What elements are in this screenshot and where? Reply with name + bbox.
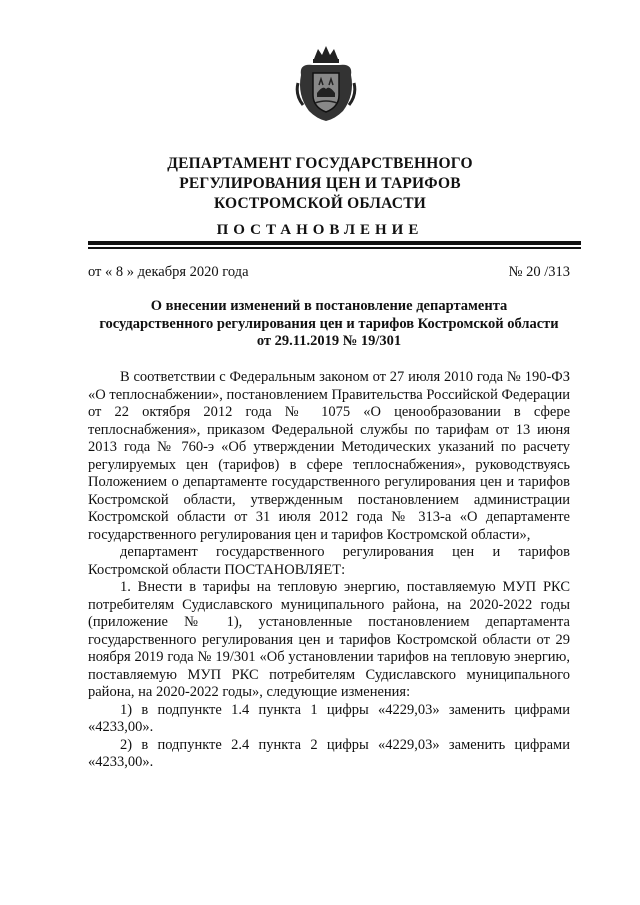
document-type: ПОСТАНОВЛЕНИЕ <box>216 222 424 238</box>
subject-line: от 29.11.2019 № 19/301 <box>256 333 402 349</box>
body-paragraph-preamble: В соответствии с Федеральным законом от 27 июля 2010 года № 190-ФЗ «О теплоснабжении», постановлением Правительства Российской Федерации от 22 октября 2012 года № 1075 «О ценообразовании в сфере теплоснабжения», приказом Федеральной службы по тарифам от 13 июня 2013 года № 760-э «Об утверждении Методических указаний по расчету регулируемых цен (тарифов) в сфере теплоснабжения», руководствуясь Положением о департаменте государственного регулирования цен и тарифов Костромской области, утвержденным постановлением администрации Костромской области от 31 июля 2012 года № 313-а «О департаменте государственного регулирования цен и тарифов Костромской области», <box>88 369 570 543</box>
department-line: РЕГУЛИРОВАНИЯ ЦЕН И ТАРИФОВ <box>179 175 461 192</box>
department-line: ДЕПАРТАМЕНТ ГОСУДАРСТВЕННОГО <box>167 155 473 172</box>
document-date: от « 8 » декабря 2020 года <box>88 264 249 280</box>
department-line: КОСТРОМСКОЙ ОБЛАСТИ <box>213 195 426 212</box>
body-paragraph-subitem-1: 1) в подпункте 1.4 пункта 1 цифры «4229,03» заменить цифрами «4233,00». <box>88 701 570 735</box>
body-paragraph-item-1: 1. Внести в тарифы на тепловую энергию, поставляемую МУП РКС потребителям Судиславского муниципального района, на 2020-2022 годы (приложение № 1), установленные постановлением департамента государственного регулирования цен и тарифов Костромской области от 29 ноября 2019 года № 19/301 «Об установлении тарифов на тепловую энергию, поставляемую МУП РКС потребителям Судиславского муниципального района, на 2020-2022 годы», следующие изменения: <box>88 579 570 700</box>
header-divider-thin <box>88 247 581 249</box>
header-divider <box>88 241 581 245</box>
body-paragraph-resolves: департамент государственного регулирования цен и тарифов Костромской области ПОСТАНОВЛЯЕТ: <box>88 544 570 578</box>
department-name <box>100 154 540 214</box>
subject-line: О внесении изменений в постановление департамента <box>150 298 508 314</box>
document-body <box>88 369 570 772</box>
body-paragraph-subitem-2: 2) в подпункте 2.4 пункта 2 цифры «4229,03» заменить цифрами «4233,00». <box>88 736 570 770</box>
document-number: № 20 /313 <box>508 264 570 280</box>
date-number-line <box>88 264 570 281</box>
document-subject <box>88 298 570 351</box>
subject-line: государственного регулирования цен и тарифов Костромской области <box>99 315 559 332</box>
coat-of-arms-icon <box>295 45 357 123</box>
